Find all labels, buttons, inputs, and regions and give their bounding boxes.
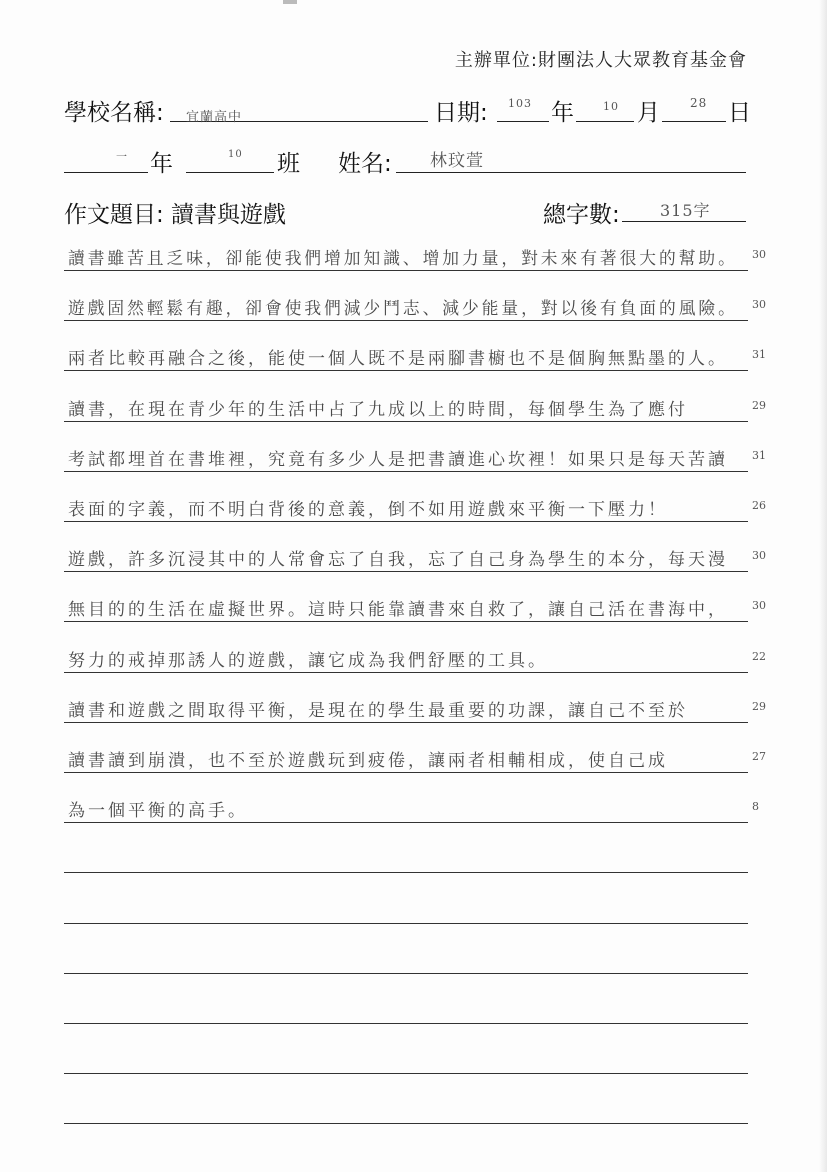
essay-rule-line [64,872,748,873]
line-char-count: 26 [752,499,766,512]
essay-rule-line [64,320,748,321]
wordcount-label: 總字數: [543,202,620,228]
scan-edge-shadow [819,0,827,1172]
name-value: 林玟萱 [430,151,484,171]
essay-line-text: 讀書和遊戲之間取得平衡，是現在的學生最重要的功課，讓自己不至於 [68,701,688,721]
essay-line-text: 遊戲，許多沉浸其中的人常會忘了自我，忘了自己身為學生的本分，每天漫 [68,550,728,570]
essay-line-text: 讀書，在現在青少年的生活中占了九成以上的時間，每個學生為了應付 [68,400,688,420]
wordcount-field-line [622,221,746,222]
essay-rule-line [64,923,748,924]
wordcount-value: 315字 [660,201,711,220]
essay-line-text: 讀書讀到崩潰，也不至於遊戲玩到疲倦，讓兩者相輔相成，使自己成 [68,751,668,771]
essay-rule-line [64,621,748,622]
essay-line-text: 努力的戒掉那誘人的遊戲，讓它成為我們舒壓的工具。 [68,651,548,671]
line-char-count: 31 [752,348,766,361]
grade-value: 一 [116,150,128,163]
month-label: 月 [637,100,660,126]
day-value: 28 [690,96,708,110]
essay-rule-line [64,571,748,572]
name-field-line [396,172,746,173]
month-value: 10 [603,100,619,113]
essay-rule-line [64,270,748,271]
essay-line-text: 考試都埋首在書堆裡，究竟有多少人是把書讀進心坎裡！如果只是每天苦讀 [68,450,728,470]
grade-field-line [64,172,148,173]
line-char-count: 22 [752,650,766,663]
scan-mark [283,0,297,4]
essay-rule-line [64,722,748,723]
line-char-count: 29 [752,399,766,412]
essay-rule-line [64,1073,748,1074]
day-label: 日 [728,100,751,126]
line-char-count: 8 [752,800,759,813]
essay-line-text: 為一個平衡的高手。 [68,801,248,821]
year-field-line [497,121,549,122]
line-char-count: 30 [752,549,766,562]
essay-line-text: 讀書雖苦且乏味，卻能使我們增加知識、增加力量，對未來有著很大的幫助。 [68,249,738,269]
essay-rule-line [64,1123,748,1124]
essay-line-text: 表面的字義，而不明白背後的意義，倒不如用遊戲來平衡一下壓力！ [68,500,668,520]
essay-line-text: 無目的的生活在虛擬世界。這時只能靠讀書來自救了，讓自己活在書海中， [68,600,728,620]
grade-label: 年 [150,151,173,177]
essay-line-text: 兩者比較再融合之後，能使一個人既不是兩腳書櫥也不是個胸無點墨的人。 [68,349,728,369]
essay-rule-line [64,471,748,472]
line-char-count: 30 [752,248,766,261]
line-char-count: 27 [752,750,766,763]
class-value: 10 [228,149,243,160]
month-field-line [576,121,634,122]
essay-rule-line [64,672,748,673]
date-label: 日期: [434,100,488,126]
year-label: 年 [551,100,574,126]
essay-line-text: 遊戲固然輕鬆有趣，卻會使我們減少鬥志、減少能量，對以後有負面的風險。 [68,299,738,319]
day-field-line [662,121,726,122]
class-field-line [186,172,274,173]
year-value: 103 [508,97,532,110]
line-char-count: 31 [752,449,766,462]
school-label: 學校名稱: [64,100,164,126]
name-label: 姓名: [338,151,392,177]
essay-rule-line [64,521,748,522]
essay-rule-line [64,370,748,371]
line-char-count: 29 [752,700,766,713]
essay-rule-line [64,973,748,974]
school-value: 宜蘭高中 [186,110,243,125]
line-char-count: 30 [752,599,766,612]
essay-rule-line [64,772,748,773]
essay-rule-line [64,822,748,823]
line-char-count: 30 [752,298,766,311]
class-label: 班 [277,151,300,177]
essay-rule-line [64,421,748,422]
topic-title: 作文題目: 讀書與遊戲 [64,202,287,228]
sponsor-text: 主辦單位:財團法人大眾教育基金會 [454,50,747,71]
essay-rule-line [64,1023,748,1024]
